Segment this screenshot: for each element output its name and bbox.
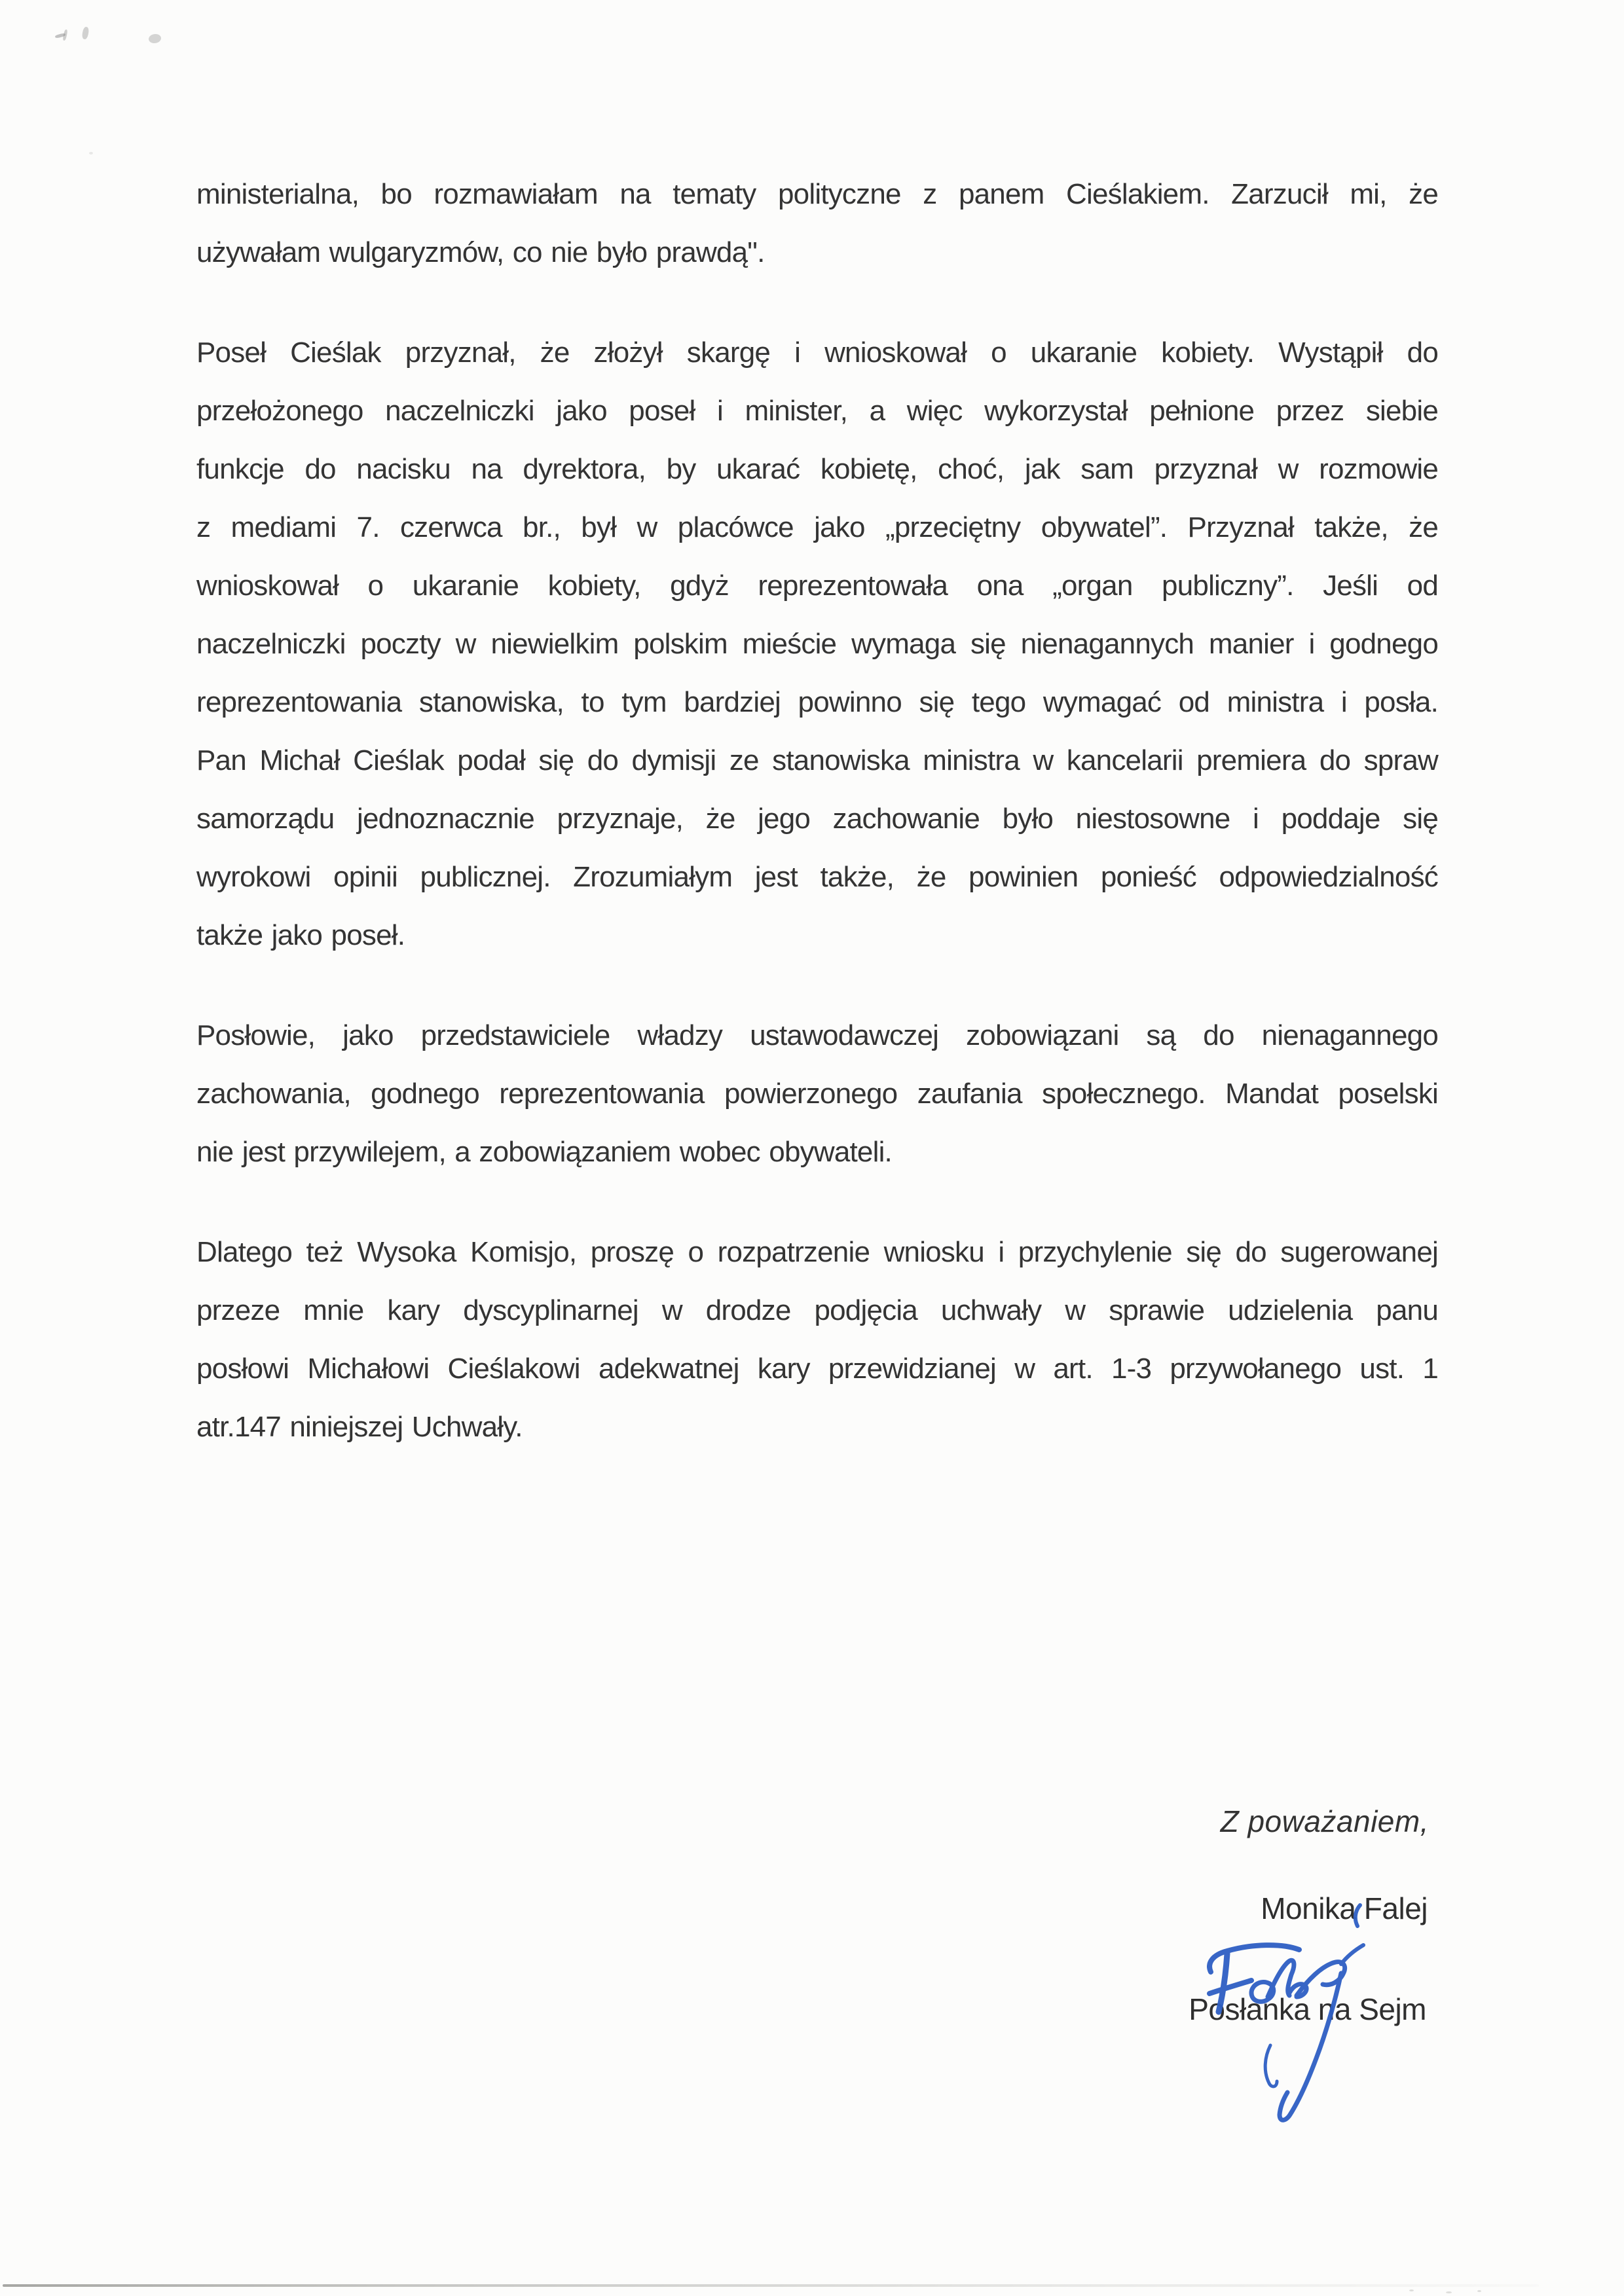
- text-line: z mediami 7. czerwca br., był w placówce jako „przeciętny obywatel”. Przyznał także, że: [196, 511, 1438, 543]
- text-line: wnioskował o ukaranie kobiety, gdyż reprezentowała ona „organ publiczny”. Jeśli od: [196, 570, 1438, 602]
- handwritten-signature-icon: [1190, 1893, 1380, 2155]
- scan-speck: [1409, 2289, 1414, 2291]
- text-line: Pan Michał Cieślak podał się do dymisji ze stanowiska ministra w kancelarii premiera do spraw: [196, 744, 1438, 776]
- scan-smudge: [89, 152, 93, 155]
- text-line: samorządu jednoznacznie przyznaje, że jego zachowanie było niestosowne i poddaje się: [196, 803, 1438, 835]
- text-line: Poseł Cieślak przyznał, że złożył skargę i wnioskował o ukaranie kobiety. Wystąpił do: [196, 337, 1438, 369]
- text-line: funkcje do nacisku na dyrektora, by ukarać kobietę, choć, jak sam przyznał w rozmowie: [196, 453, 1438, 485]
- scan-smudge: [62, 29, 67, 41]
- text-line: posłowi Michałowi Cieślakowi adekwatnej kary przewidzianej w art. 1-3 przywołanego ust. 1: [196, 1353, 1438, 1385]
- paragraph: [196, 323, 1438, 964]
- text-line: nie jest przywilejem, a zobowiązaniem wobec obywateli.: [196, 1136, 892, 1168]
- text-line: reprezentowania stanowiska, to tym bardziej powinno się tego wymagać od ministra i posła.: [196, 686, 1438, 718]
- text-line: używałam wulgaryzmów, co nie było prawdą".: [196, 236, 765, 268]
- text-line: wyrokowi opinii publicznej. Zrozumiałym jest także, że powinien ponieść odpowiedzialność: [196, 861, 1438, 893]
- scanner-edge-artifact: [3, 2284, 1539, 2287]
- text-line: atr.147 niniejszej Uchwały.: [196, 1411, 523, 1443]
- signatory-name: Monika Falej: [1261, 1891, 1428, 1925]
- paragraph: [196, 1006, 1438, 1181]
- scan-smudge: [81, 26, 89, 39]
- text-line: ministerialna, bo rozmawiałam na tematy polityczne z panem Cieślakiem. Zarzucił mi, że: [196, 178, 1438, 210]
- text-line: naczelniczki poczty w niewielkim polskim mieście wymaga się nienagannych manier i godnego: [196, 628, 1438, 660]
- scan-smudge: [148, 33, 162, 45]
- text-line: zachowania, godnego reprezentowania powierzonego zaufania społecznego. Mandat poselski: [196, 1078, 1438, 1110]
- signatory-title: Posłanka na Sejm: [1189, 1992, 1426, 2026]
- text-line: także jako poseł.: [196, 919, 405, 951]
- paragraph: [196, 1223, 1438, 1456]
- scan-speck: [1446, 2291, 1452, 2293]
- text-line: przeze mnie kary dyscyplinarnej w drodze podjęcia uchwały w sprawie udzielenia panu: [196, 1294, 1438, 1326]
- valediction: Z poważaniem,: [1220, 1804, 1429, 1838]
- text-line: Posłowie, jako przedstawiciele władzy ustawodawczej zobowiązani są do nienagannego: [196, 1019, 1438, 1051]
- scan-speck: [1477, 2290, 1481, 2292]
- text-line: Dlatego też Wysoka Komisjo, proszę o rozpatrzenie wniosku i przychylenie się do sugerowanej: [196, 1236, 1438, 1268]
- text-line: przełożonego naczelniczki jako poseł i minister, a więc wykorzystał pełnione przez siebie: [196, 395, 1438, 427]
- letter-body: [196, 165, 1438, 1498]
- paragraph: [196, 165, 1438, 282]
